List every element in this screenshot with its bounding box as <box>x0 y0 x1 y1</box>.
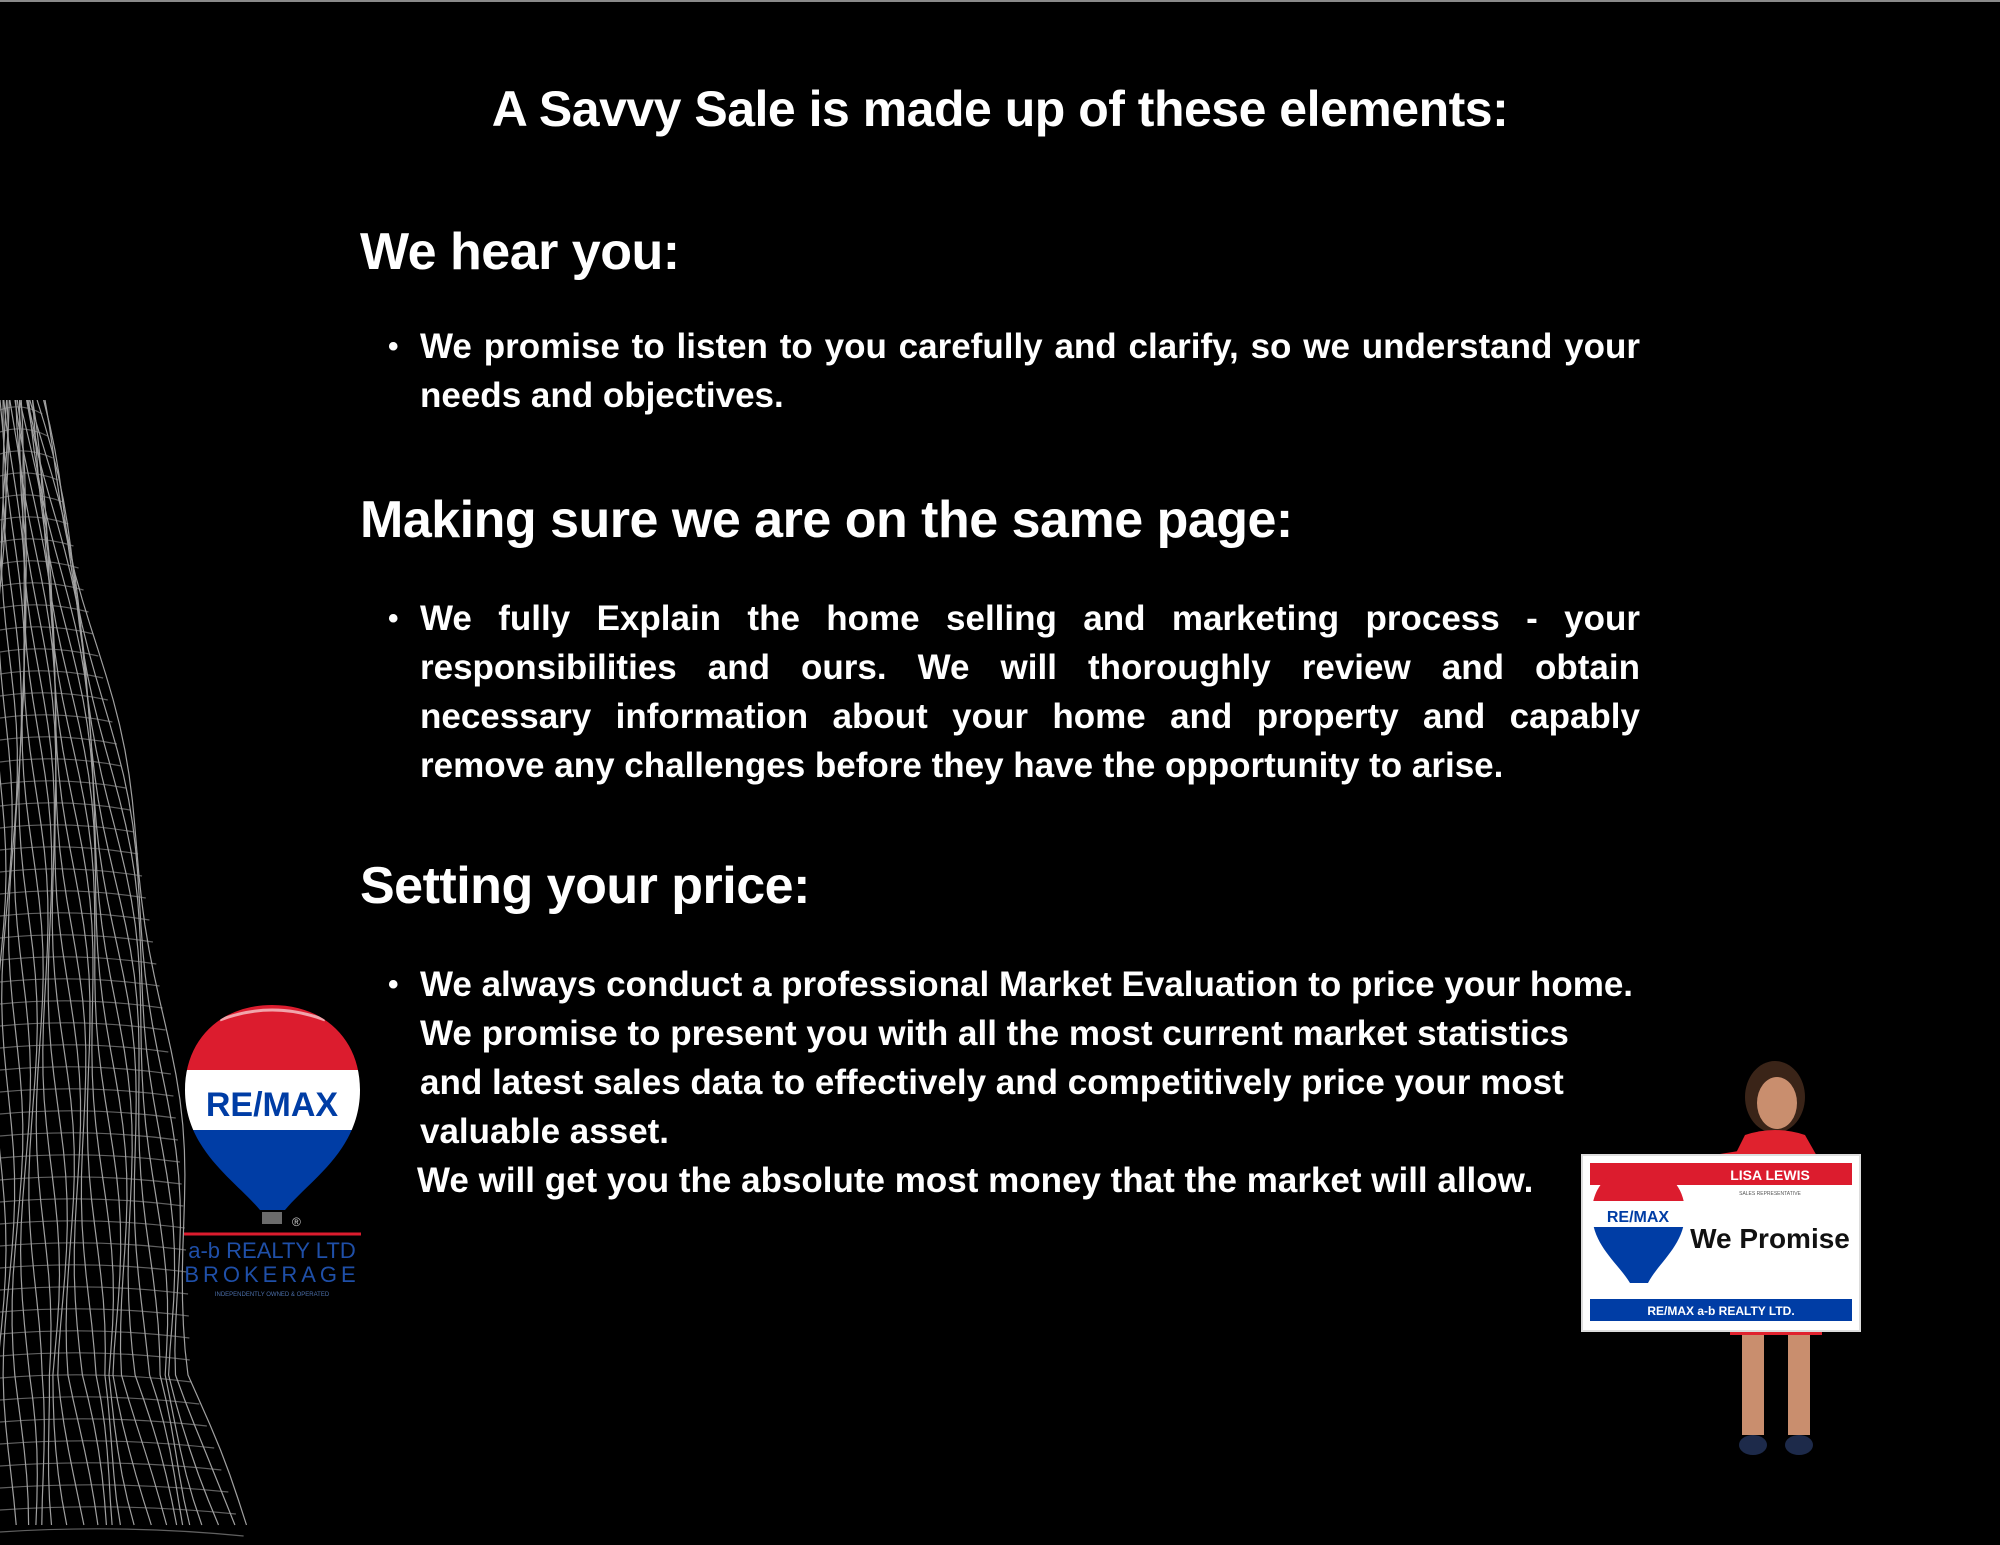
hot-air-balloon-logo <box>180 1000 365 1300</box>
registered-mark: ® <box>292 1215 301 1229</box>
bullet-list <box>360 594 1640 790</box>
sign-balloon-text: RE/MAX <box>1606 1209 1670 1226</box>
list-item <box>360 960 1640 1205</box>
sign-agent-title: SALES REPRESENTATIVE <box>1739 1191 1801 1197</box>
page-title: A Savvy Sale is made up of these elements: <box>491 81 1509 137</box>
section-we-hear-you <box>360 222 1640 420</box>
section-heading: Making sure we are on the same page: <box>360 491 1293 549</box>
balloon-text: RE/MAX <box>205 1086 339 1124</box>
list-item: • We promise to listen to you carefully and clarify, so we understand your needs and objectives. <box>360 322 1640 420</box>
tagline-text: INDEPENDENTLY OWNED & OPERATED <box>214 1292 330 1298</box>
agent-photo <box>1560 1055 1870 1485</box>
list-item: • We fully Explain the home selling and marketing process - your responsibilities and ours. We will thoroughly review and obtain necessary information about your home and property and capably remove any challenges before they have the opportunity to arise. <box>360 594 1640 790</box>
section-setting-price <box>360 856 1640 1205</box>
list-line: We promise to present you with all the most current market statistics and latest sales data to effectively and competitively price your most valuable asset. <box>420 1014 1569 1151</box>
section-heading: We hear you: <box>360 223 680 281</box>
brokerage-text: BROKERAGE <box>184 1262 360 1287</box>
section-same-page <box>360 490 1640 790</box>
company-name: a-b REALTY LTD <box>188 1238 356 1263</box>
mesh-wave-decoration <box>0 400 280 1545</box>
bullet-list <box>360 960 1640 1205</box>
sign-promise-text: We Promise <box>1690 1223 1850 1254</box>
top-border-line <box>0 0 2000 2</box>
bullet-list <box>360 322 1640 420</box>
sign-footer-text: RE/MAX a-b REALTY LTD. <box>1647 1304 1795 1318</box>
list-line: We will get you the absolute most money that the market will allow. <box>417 1161 1534 1200</box>
list-line: • We always conduct a professional Market Evaluation to price your home. <box>420 965 1634 1004</box>
section-heading: Setting your price: <box>360 857 810 915</box>
sign-agent-name: LISA LEWIS <box>1730 1167 1810 1183</box>
